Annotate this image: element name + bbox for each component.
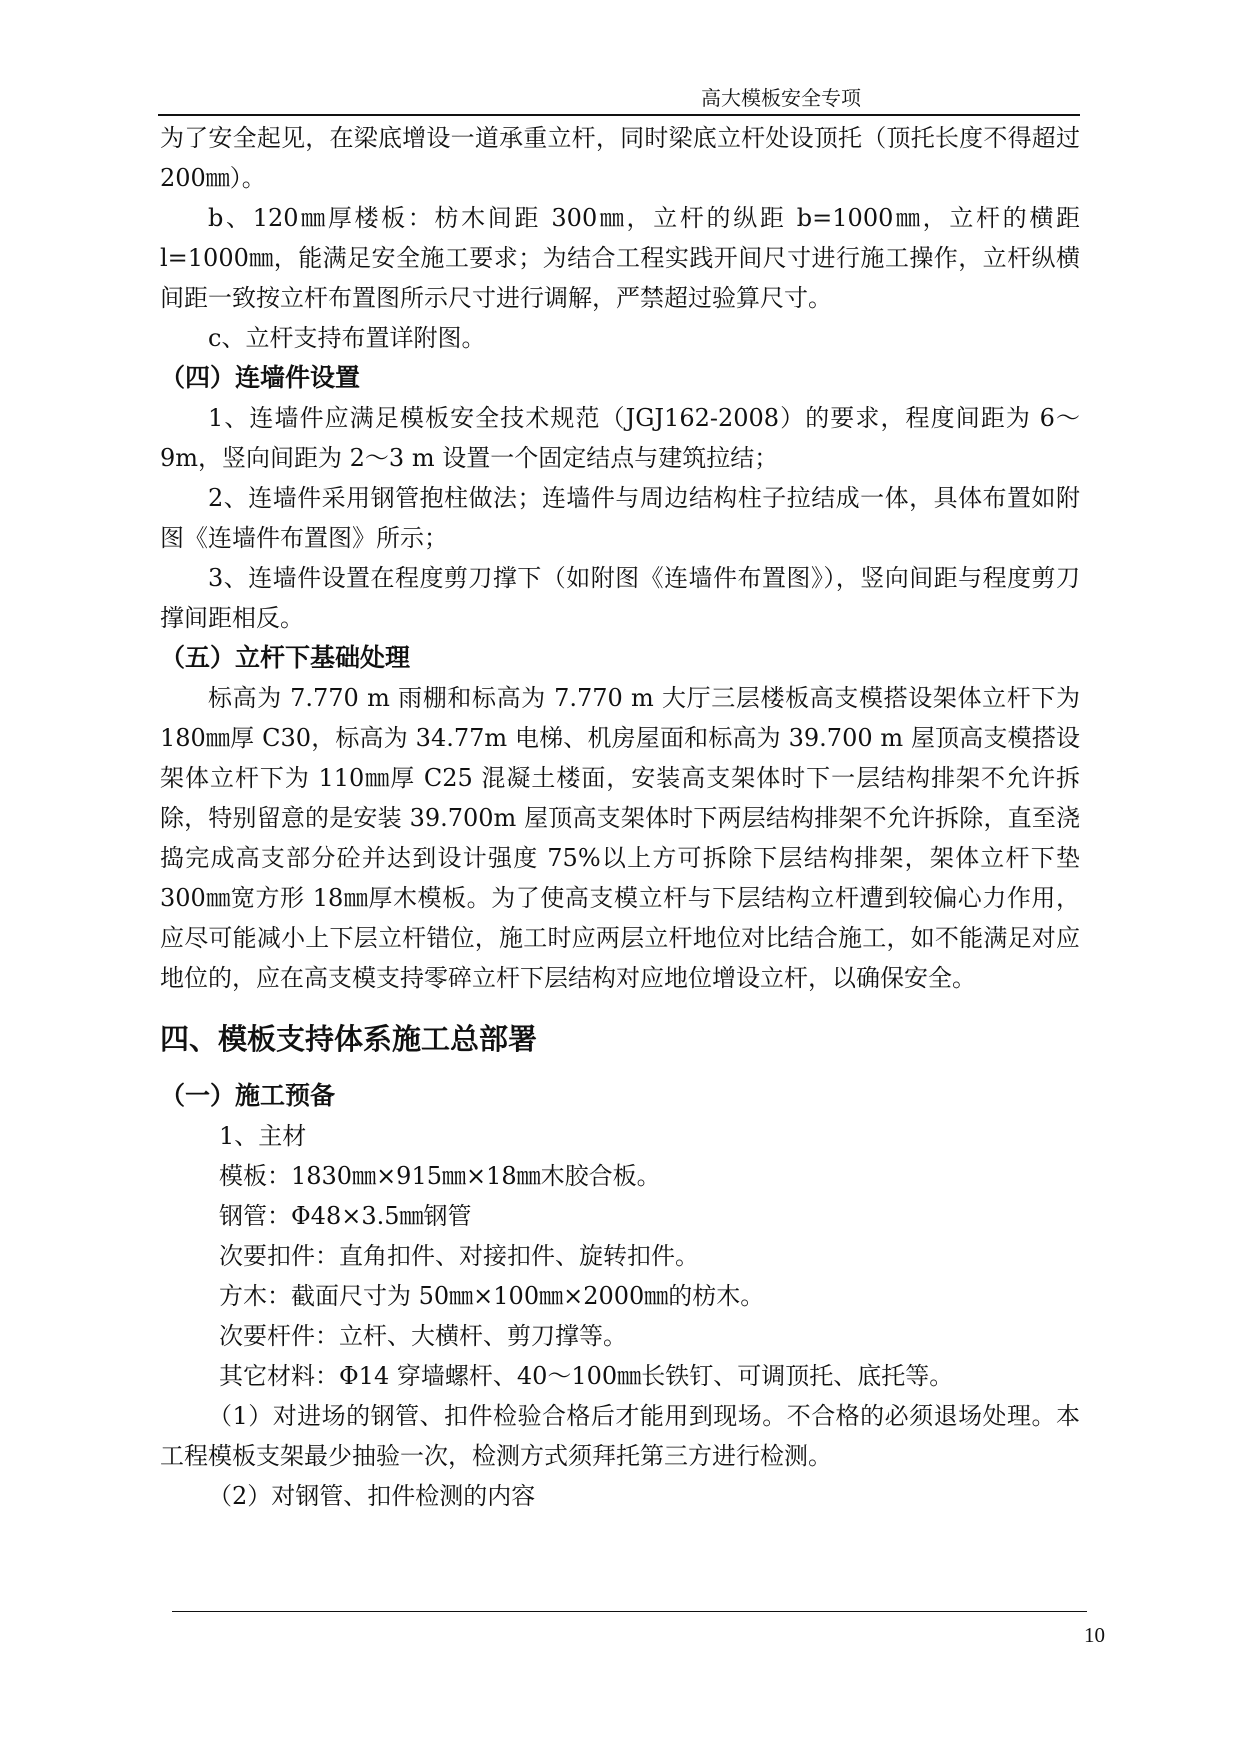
materials-list [160, 1116, 1080, 1396]
page-number: 10 [1084, 1623, 1105, 1647]
foundation-paragraph: 标高为 7.770 m 雨棚和标高为 7.770 m 大厅三层楼板高支模搭设架体立杆下为 180㎜厚 C30，标高为 34.77m 电梯、机房屋面和标高为 39.700 m 屋顶高支模搭设架体立杆下为 110㎜厚 C25 混凝土楼面，安装高支架体时下一层结构排架不允许拆除，特别留意的是安装 39.700m 屋顶高支架体时下两层结构排架不允许拆除，直至浇捣完成高支部分砼并达到设计强度 75%以上方可拆除下层结构排架，架体立杆下垫 300㎜宽方形 18㎜厚木模板。为了使高支模立杆与下层结构立杆遭到较偏心力作用，应尽可能减小上下层立杆错位，施工时应两层立杆地位对比结合施工，如不能满足对应地位的，应在高支模支持零碎立杆下层结构对应地位增设立杆，以确保安全。 [160, 684, 1080, 992]
list-item: 方木：截面尺寸为 50㎜×100㎜×2000㎜的枋木。 [219, 1282, 765, 1310]
header-rule [158, 114, 1080, 116]
inspection-note-1: （1）对进场的钢管、扣件检验合格后才能用到现场。不合格的必须退场处理。本工程模板支架最少抽验一次，检测方式须拜托第三方进行检测。 [160, 1402, 1080, 1470]
list-item: 其它材料：Φ14 穿墙螺杆、40～100㎜长铁钉、可调顶托、底托等。 [219, 1362, 954, 1390]
list-item: 模板：1830㎜×915㎜×18㎜木胶合板。 [219, 1162, 661, 1190]
chapter-heading: 四、模板支持体系施工总部署 [160, 1022, 538, 1056]
header-title: 高大模板安全专项 [701, 86, 861, 110]
paragraph-pole-layout: c、立杆支持布置详附图。 [208, 324, 486, 352]
subsection-heading-preparation: （一）施工预备 [160, 1081, 336, 1110]
paragraph-slab-spacing: b、120㎜厚楼板：枋木间距 300㎜，立杆的纵距 b=1000㎜，立杆的横距 l=1000㎜，能满足安全施工要求；为结合工程实践开间尺寸进行施工操作，立杆纵横间距一致按立杆布置图所示尺寸进行调解，严禁超过验算尺寸。 [160, 204, 1080, 312]
document-body [160, 118, 1080, 1516]
list-item: 次要杆件：立杆、大横杆、剪刀撑等。 [219, 1322, 627, 1350]
wall-tie-item-3: 3、连墙件设置在程度剪刀撑下（如附图《连墙件布置图》），竖向间距与程度剪刀撑间距相反。 [160, 564, 1080, 632]
wall-tie-item-2: 2、连墙件采用钢管抱柱做法；连墙件与周边结构柱子拉结成一体，具体布置如附图《连墙件布置图》所示； [160, 484, 1080, 552]
section-heading-wall-ties: （四）连墙件设置 [160, 363, 361, 392]
paragraph-beam-support: 为了安全起见，在梁底增设一道承重立杆，同时梁底立杆处设顶托（顶托长度不得超过 200㎜）。 [160, 124, 1080, 192]
section-heading-foundation: （五）立杆下基础处理 [160, 643, 411, 672]
list-item: 次要扣件：直角扣件、对接扣件、旋转扣件。 [219, 1242, 699, 1270]
list-item: 钢管：Φ48×3.5㎜钢管 [219, 1202, 472, 1230]
list-item: 1、主材 [219, 1122, 307, 1150]
wall-tie-item-1: 1、连墙件应满足模板安全技术规范（JGJ162-2008）的要求，程度间距为 6～9m，竖向间距为 2～3 m 设置一个固定结点与建筑拉结； [160, 404, 1080, 472]
footer-rule [172, 1611, 1087, 1612]
inspection-note-2: （2）对钢管、扣件检测的内容 [208, 1482, 536, 1510]
